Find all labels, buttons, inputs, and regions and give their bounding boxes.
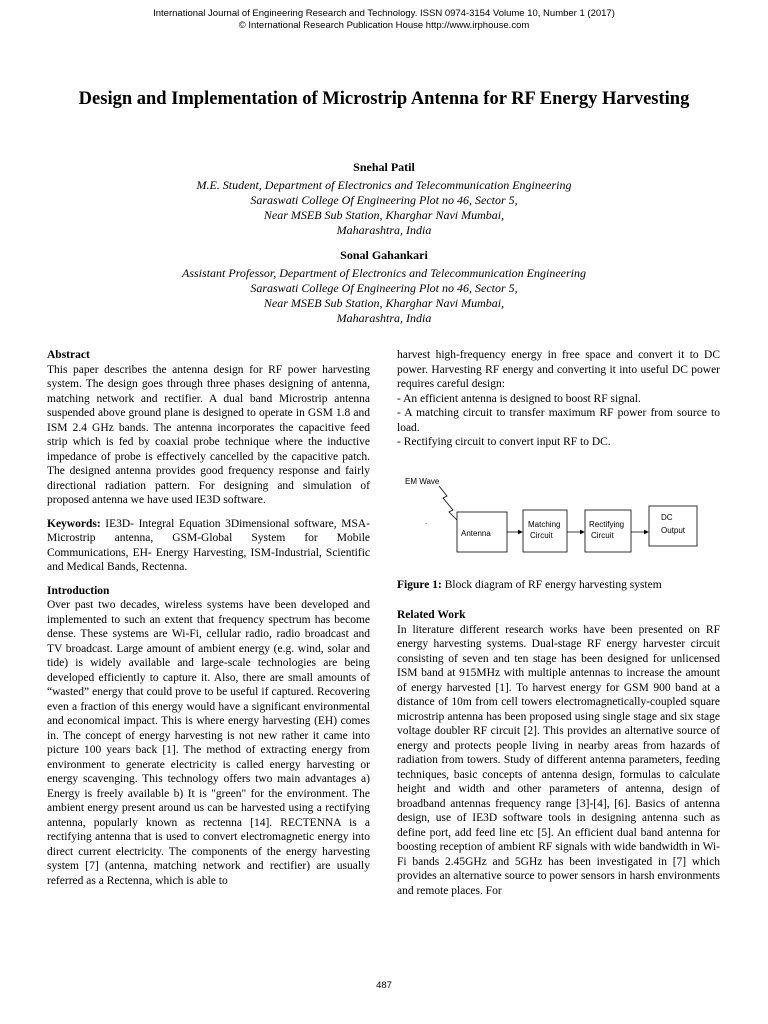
page-number: 487 xyxy=(376,980,392,991)
figure-caption-text: Block diagram of RF energy harvesting system xyxy=(441,578,662,591)
related-work-heading: Related Work xyxy=(397,609,466,621)
block-dc-label-2: Output xyxy=(661,525,686,535)
affiliation-line: Maharashtra, India xyxy=(336,311,432,325)
affiliation-line: M.E. Student, Department of Electronics and Telecommunication Engineering xyxy=(196,178,572,192)
affiliation-line: Near MSEB Sub Station, Kharghar Navi Mumbai, xyxy=(263,296,505,310)
figure-caption-label: Figure 1: xyxy=(397,578,442,591)
block-dc-label-1: DC xyxy=(661,512,673,522)
design-bullet: - A matching circuit to transfer maximum RF power from source to load. xyxy=(397,407,720,434)
keywords-paragraph xyxy=(47,517,370,575)
author-list xyxy=(60,160,708,336)
block-rectifying-label-1: Rectifying xyxy=(589,519,625,529)
introduction-text: Over past two decades, wireless systems have been developed and implemented to such an extent that frequency spectrum has become dense. These systems are Wi-Fi, cellular radio, radio broadcast and TV broadcast. Large amount of ambient energy (e.g. wind, solar and tide) is widely available and large-scale technologies are being developed efficiently to capture it. Also, there are small amounts of “wasted” energy that could prove to be useful if captured. Recovering even a fraction of this energy would have a significant environmental and economical impact. This is where energy harvesting (EH) comes in. The concept of energy harvesting is not new rather it came into picture 100 years back [1]. The method of extracting energy from environment to generate electricity is called energy harvesting or energy scavenging. This technology offers two main advantages a) Energy is freely available b) It is "green" for the environment. The ambient energy present around us can be harvested using a rectifying antenna, popularly known as rectenna [14]. RECTENNA is a rectifying antenna that is used to convert electromagnetic energy into direct current electricity. The components of the energy harvesting system [7] (antenna, matching network and rectifier) are usually referred as a Rectenna, which is able to xyxy=(47,599,370,887)
affiliation-line: Saraswati College Of Engineering Plot no 46, Sector 5, xyxy=(250,281,518,295)
block-matching-label-1: Matching xyxy=(528,519,561,529)
block-diagram-figure xyxy=(397,456,720,566)
design-bullet: - An efficient antenna is designed to boost RF signal. xyxy=(397,392,641,405)
intro-continuation-text: harvest high-frequency energy in free space and convert it to DC power. Harvesting RF energy and converting it into useful DC power requires careful design: xyxy=(397,349,720,390)
abstract-heading: Abstract xyxy=(47,349,90,361)
keywords-label: Keywords: xyxy=(47,517,101,530)
left-column xyxy=(47,348,370,897)
author-name: Sonal Gahankari xyxy=(340,248,428,262)
journal-header-line2: © International Research Publication House http://www.irphouse.com xyxy=(238,20,530,31)
journal-header-line1: International Journal of Engineering Research and Technology. ISSN 0974-3154 Volume 10, Number 1 (2017) xyxy=(153,8,615,19)
lightning-arrow-icon xyxy=(439,486,457,520)
affiliation-line: Near MSEB Sub Station, Kharghar Navi Mumbai, xyxy=(263,208,505,222)
figure-caption xyxy=(397,578,720,593)
block-diagram xyxy=(397,456,720,566)
block-antenna-label: Antenna xyxy=(461,528,491,538)
paper-title: Design and Implementation of Microstrip Antenna for RF Energy Harvesting xyxy=(78,89,690,109)
related-work-text: In literature different research works have been presented on RF energy harvesting systems. Dual-stage RF energy harvester circuit consisting of seven and ten stage has been designed for unlicensed ISM band at 915MHz with multiple antennas to increase the amount of energy harvested [1]. To harvest energy for GSM 900 band at a distance of 10m from cell towers electromagnetically-coupled square microstrip antenna has been proposed using single stage and six stage voltage doubler RF circuit [2]. This provides an alternative source of energy and protects people living in nearby areas from hazards of radiation from towers. Study of different antenna parameters, feeding techniques, basic concepts of antenna design, formulas to calculate height and width and other parameters of antenna, design of broadband antennas frequency range [3]-[4], [6]. Basics of antenna design, use of IE3D software tools in designing antenna such as define port, add feed line etc [5]. An efficient dual band antenna for boosting reception of ambient RF signals with wide bandwidth in Wi-Fi bands 2.45GHz and 5GHz has been investigated in [7] which provides an alternative source to power sensors in harsh environments and remote places. For xyxy=(397,623,720,897)
abstract-text: This paper describes the antenna design for RF power harvesting system. The design goes through three phases designing of antenna, matching network and rectifier. A dual band Microstrip antenna suspended above ground plane is designed to operate in GSM 1.8 and ISM 2.4 GHz bands. The antenna incorporates the capacitive feed strip which is fed by coaxial probe technique where the inductive impedance of probe is effectively cancelled by the capacitive patch. The designed antenna provides good frequency response and fairly directional radiation pattern. For designing and simulation of proposed antenna we have used IE3D software. xyxy=(47,363,370,506)
block-rectifying-label-2: Circuit xyxy=(591,530,614,540)
author-block-2 xyxy=(60,248,708,326)
right-column xyxy=(397,348,720,907)
affiliation-line: Maharashtra, India xyxy=(336,223,432,237)
author-block-1 xyxy=(60,160,708,238)
introduction-heading: Introduction xyxy=(47,584,110,597)
keywords-text: IE3D- Integral Equation 3Dimensional software, MSA- Microstrip antenna, GSM-Global System for Mobile Communications, EH- Energy Harvesting, ISM-Industrial, Scientific and Medical Bands, Rectenna. xyxy=(47,517,370,573)
stray-mark: . xyxy=(425,516,428,526)
design-bullet: - Rectifying circuit to convert input RF to DC. xyxy=(397,436,611,448)
journal-header xyxy=(0,8,768,32)
affiliation-line: Assistant Professor, Department of Electronics and Telecommunication Engineering xyxy=(182,266,586,280)
block-matching-label-2: Circuit xyxy=(530,530,553,540)
em-wave-label: EM Wave xyxy=(405,476,440,486)
affiliation-line: Saraswati College Of Engineering Plot no 46, Sector 5, xyxy=(250,193,518,207)
author-name: Snehal Patil xyxy=(353,160,415,174)
